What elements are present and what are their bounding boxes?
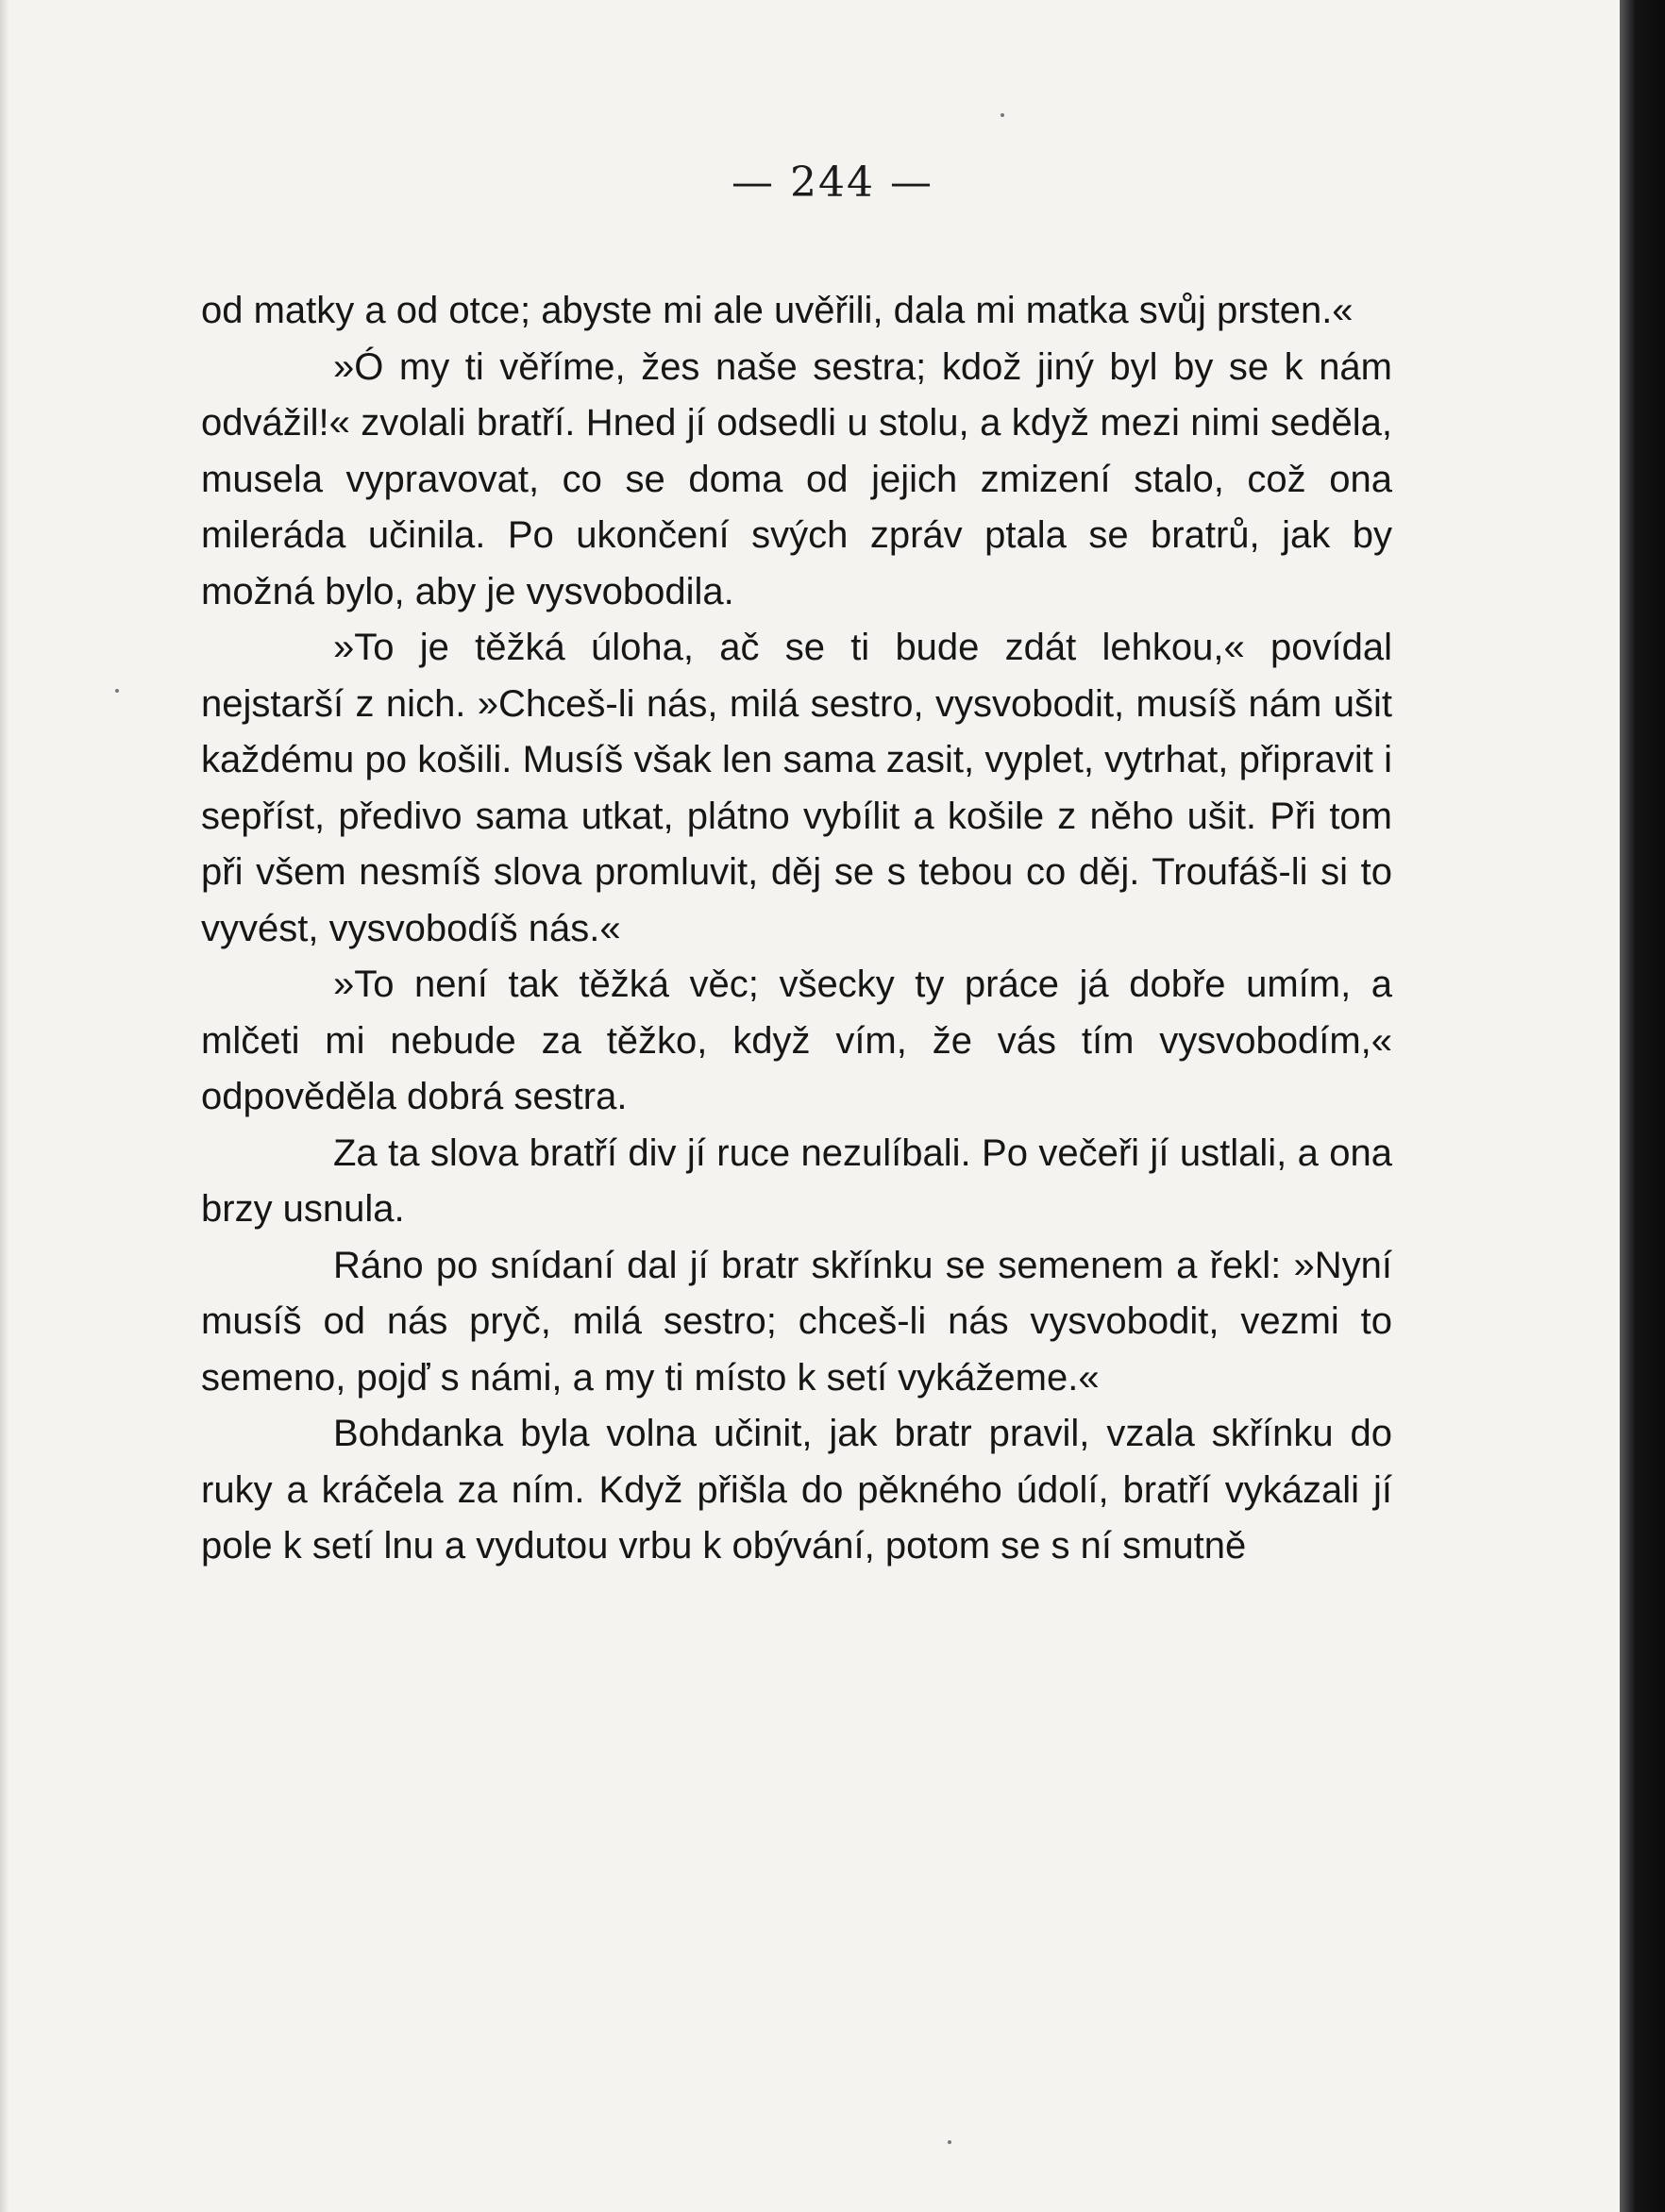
scan-speck xyxy=(1001,113,1004,117)
page-left-shadow xyxy=(0,0,9,2212)
page-number-header: — 244 — xyxy=(732,159,933,207)
body-text xyxy=(201,283,1392,1575)
scan-speck xyxy=(115,689,119,693)
paragraph: »To je těžká úloha, ač se ti bude zdát lehkou,« povídal nejstarší z nich. »Chceš-li nás, milá sestro, vysvobodit, musíš nám ušit každému po košili. Musíš však len sama zasit, vyplet, vytrhat, připravit i sepříst, předivo sama utkat, plátno vybílit a košile z něho ušit. Při tom při všem nesmíš slova promluvit, děj se s tebou co děj. Troufáš-li si to vyvést, vysvobodíš nás.« xyxy=(201,627,1392,949)
paragraph: »Ó my ti věříme, žes naše sestra; kdož jiný byl by se k nám odvážil!« zvolali bratří. Hned jí odsedli u stolu, a když mezi nimi seděla, musela vypravovat, co se doma od jejich zmizení stalo, což ona mileráda učinila. Po ukončení svých zpráv ptala se bratrů, jak by možná bylo, aby je vysvobodila. xyxy=(201,345,1392,612)
page-right-border xyxy=(1620,0,1665,2212)
paragraph: od matky a od otce; abyste mi ale uvěřili, dala mi matka svůj prsten.« xyxy=(201,290,1354,331)
paragraph: »To není tak těžká věc; všecky ty práce já dobře umím, a mlčeti mi nebude za těžko, když vím, že vás tím vysvobodím,« odpověděla dobrá sestra. xyxy=(201,964,1392,1117)
paragraph: Za ta slova bratří div jí ruce nezulíbali. Po večeři jí ustlali, a ona brzy usnula. xyxy=(201,1131,1392,1230)
paragraph: Ráno po snídaní dal jí bratr skřínku se semenem a řekl: »Nyní musíš od nás pryč, milá sestro; chceš-li nás vysvobodit, vezmi to semeno, pojď s námi, a my ti místo k setí vykážeme.« xyxy=(201,1244,1392,1399)
scan-speck xyxy=(948,2140,951,2144)
paragraph: Bohdanka byla volna učinit, jak bratr pravil, vzala skřínku do ruky a kráčela za ním. Když přišla do pěkného údolí, bratří vykázali jí pole k setí lnu a vydutou vrbu k obývání, potom se s ní smutně xyxy=(201,1413,1392,1567)
